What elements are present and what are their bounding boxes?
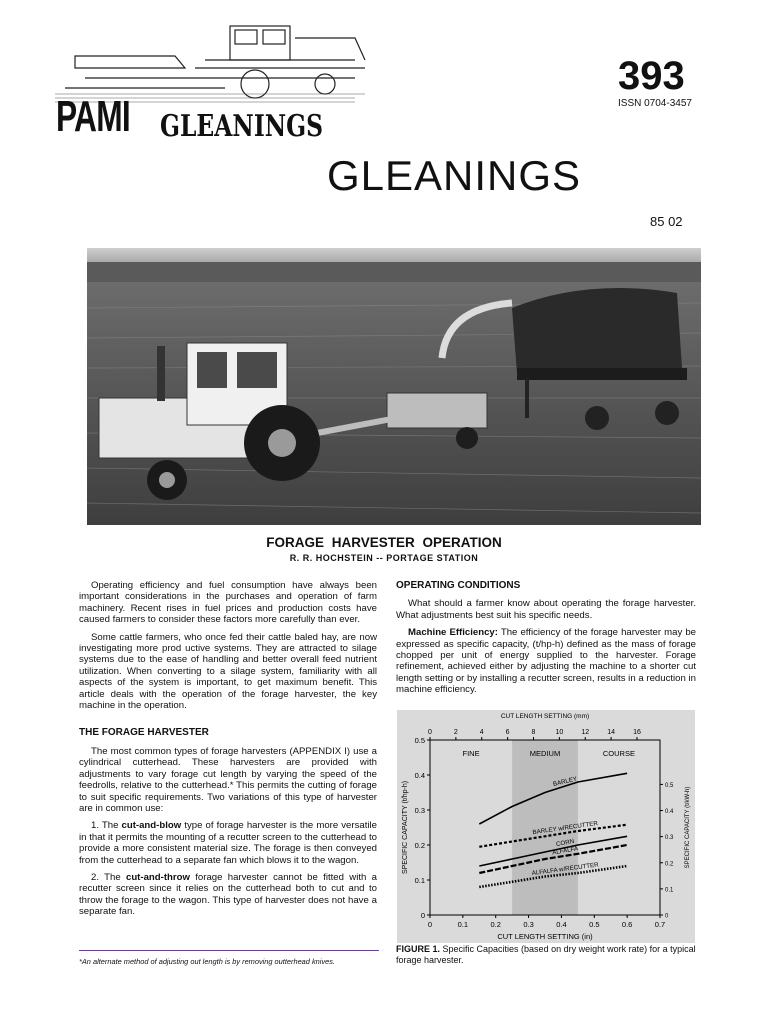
paragraph-intro: Operating efficiency and fuel consumption have always been important considerations in the purchases and operation of farm machinery. Recent rises in fuel prices and production costs have caused farmers to consider these factors more carefully than ever.	[79, 580, 377, 626]
series-label: ALFALFA w/RECUTTER	[531, 861, 600, 878]
figure-caption: FIGURE 1. Specific Capacities (based on dry weight work rate) for a typical forage harvester.	[396, 944, 696, 965]
masthead-title: GLEANINGS	[327, 152, 582, 199]
x-tick-label: 0.7	[654, 920, 666, 929]
x2-tick-label: 16	[633, 729, 641, 736]
x-tick-label: 0.3	[523, 920, 534, 929]
x2-tick-label: 4	[479, 729, 484, 736]
series-label: BARLEY	[552, 775, 578, 788]
region-label: COURSE	[602, 748, 635, 758]
y-tick-label: 0.2	[414, 841, 425, 850]
y2-tick-label: 0.4	[665, 809, 674, 816]
x2-tick-label: 0	[428, 729, 432, 736]
x-tick-label: 0.4	[556, 920, 567, 929]
paragraph-machine-efficiency: Machine Efficiency: The efficiency of the forage harvester may be expressed as specific capacity, (t/hp-h) defined as the mass of forage chopped per unit of energy supplied to the harvester. Forage refinement, achieved either by adjusting the machine to a shorter cut length setting or by installing a recutter screen, results in a reduction in machine efficiency.	[396, 627, 696, 696]
specific-capacity-chart	[397, 710, 695, 943]
footnote: *An alternate method of adjusting out length is by removing outterhead knives.	[79, 957, 335, 966]
issn: ISSN 0704-3457	[618, 98, 692, 109]
article-title: FORAGE HARVESTER OPERATION	[266, 535, 502, 550]
x2-tick-label: 6	[505, 729, 510, 736]
x2-axis-label: CUT LENGTH SETTING (mm)	[500, 713, 590, 720]
y-tick-label: 0.4	[414, 771, 425, 780]
y-tick-label: 0	[420, 911, 425, 920]
y-tick-label: 0.1	[414, 876, 425, 885]
y2-tick-label: 0.2	[665, 861, 674, 868]
x2-tick-label: 10	[555, 729, 564, 736]
heading-forage-harvester: THE FORAGE HARVESTER	[79, 727, 209, 739]
tractor-harvester-photo	[87, 248, 701, 525]
paragraph-cattle: Some cattle farmers, who once fed their cattle baled hay, are now investigating more prod uctive systems. They are attracted to silage systems due to the ease of handling and better overall feed nutrient utilization. When converting to a silage system, familiarity with all aspects of the system is important, to get maximum benefit. This article deals with the operation of the forage harvester, the key machine in the operation.	[79, 631, 377, 712]
x-tick-label: 0.2	[490, 920, 501, 929]
left-column	[79, 580, 377, 924]
y2-axis-label: SPECIFIC CAPACITY (t/kW-h)	[685, 786, 691, 869]
y-tick-label: 0.3	[414, 806, 425, 815]
paragraph-cut-and-blow: 1. The cut-and-blow type of forage harvester is the more versatile in that it permits the mounting of a recutter screen to the cutterhead to provide a more consistent material size. The forage is then conveyed from the cutterhead to a separate fan which blows it to the wagon.	[79, 820, 377, 866]
series-label: ALFALFA	[551, 845, 579, 857]
right-column	[396, 580, 696, 702]
paragraph-operating: What should a farmer know about operating the forage harvester. What adjustments best suit his specific needs.	[396, 598, 696, 621]
issue-code: 85 02	[650, 214, 683, 229]
footnote-divider	[79, 950, 379, 951]
issue-number: 393	[618, 54, 685, 98]
x-tick-label: 0	[427, 920, 433, 929]
region-label: FINE	[462, 748, 480, 758]
heading-operating-conditions: OPERATING CONDITIONS	[396, 580, 521, 591]
logo-pami-text: PAMI	[56, 92, 130, 141]
y2-tick-label: 0.5	[665, 782, 674, 789]
y2-tick-label: 0	[665, 913, 669, 920]
article-byline: R. R. HOCHSTEIN -- PORTAGE STATION	[289, 553, 479, 563]
series-label: CORN	[555, 837, 575, 849]
y-axis-label: SPECIFIC CAPACITY (t/hp-h)	[402, 780, 409, 875]
paragraph-cut-and-throw: 2. The cut-and-throw forage harvester cannot be fitted with a recutter screen since it relies on the cutterhead both to cut and to throw the forage to the wagon. This type of harvester does not have a separate fan.	[79, 871, 377, 918]
x2-tick-label: 14	[607, 729, 616, 736]
x2-tick-label: 12	[581, 729, 590, 736]
paragraph-harvester-types: The most common types of forage harvesters (APPENDIX I) use a cylindrical cutterhead. These harvesters are provided with adjustments to vary forage cut length by varying the speed of the feedrolls, relative to the cutterhead.* This permits the cutting of forage to suit specific requirements. Two variations of this type of harvester are in common use:	[79, 745, 377, 814]
logo-gleanings-text: GLEANINGS	[160, 109, 324, 144]
x-tick-label: 0.1	[457, 920, 469, 929]
x-tick-label: 0.6	[621, 920, 633, 929]
x2-tick-label: 8	[531, 729, 536, 736]
region-label: MEDIUM	[529, 748, 561, 758]
y2-tick-label: 0.1	[665, 887, 674, 894]
x2-tick-label: 2	[453, 729, 458, 736]
y-tick-label: 0.5	[414, 736, 425, 745]
series-label: BARLEY w/RECUTTER	[532, 820, 599, 837]
x-axis-label: CUT LENGTH SETTING (in)	[497, 932, 593, 941]
y2-tick-label: 0.3	[665, 835, 674, 842]
x-tick-label: 0.5	[589, 920, 600, 929]
